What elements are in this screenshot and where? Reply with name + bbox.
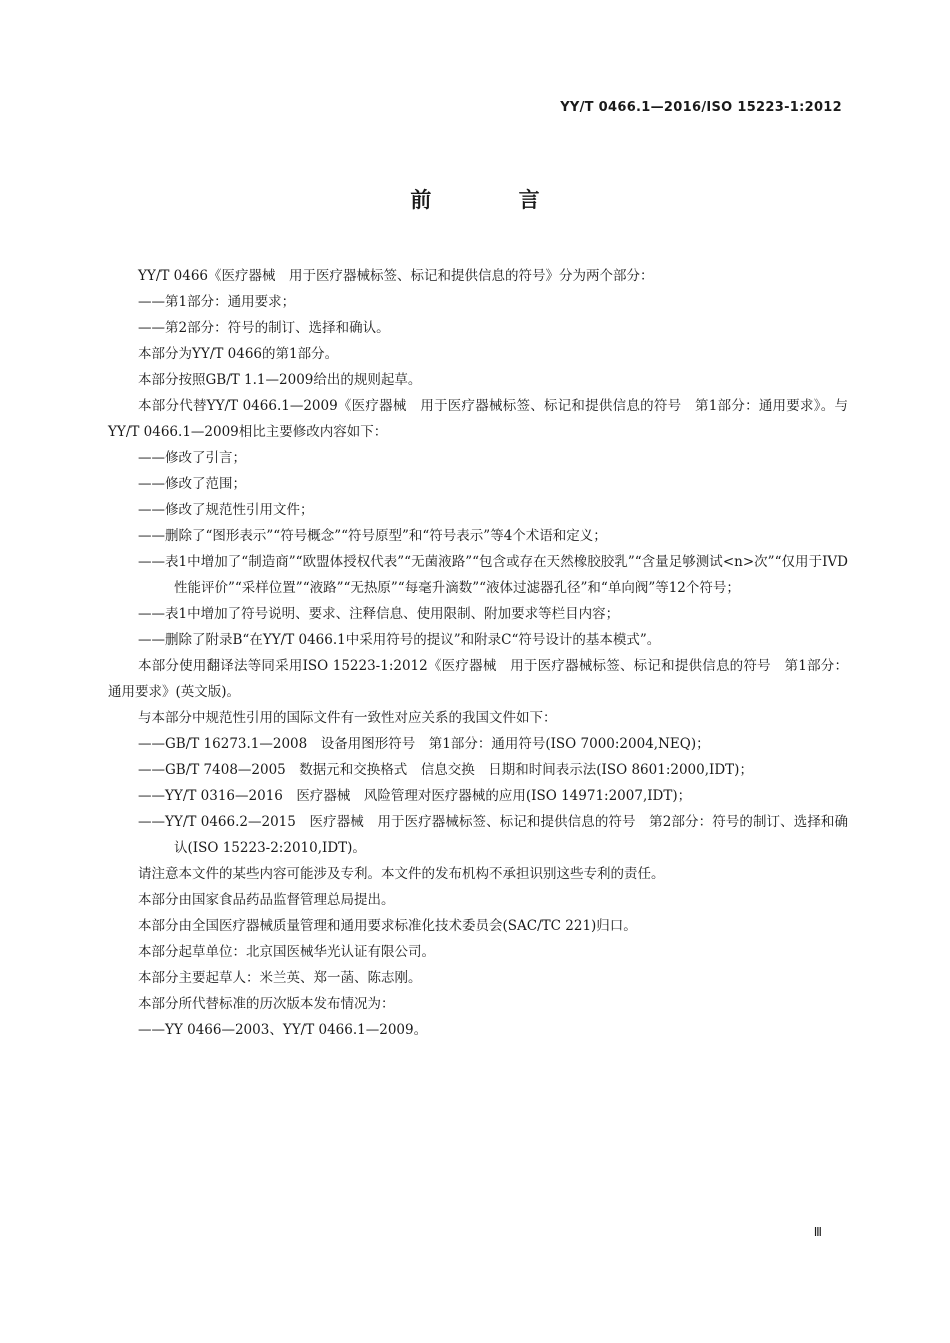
list-item: ——修改了范围； (138, 476, 246, 492)
page-number: Ⅲ (813, 1225, 822, 1239)
paragraph: 本部分由国家食品药品监督管理总局提出。 (138, 892, 395, 908)
list-item: ——表1中增加了符号说明、要求、注释信息、使用限制、附加要求等栏目内容； (138, 606, 620, 622)
paragraph: 本部分使用翻译法等同采用ISO 15223-1:2012《医疗器械 用于医疗器械标签、标记和提供信息的符号 第1部分：通用要求》(英文版)。 (108, 658, 848, 700)
page-title: 前 言 (410, 188, 580, 212)
paragraph: YY/T 0466《医疗器械 用于医疗器械标签、标记和提供信息的符号》分为两个部分： (138, 268, 654, 284)
paragraph: 本部分起草单位：北京国医械华光认证有限公司。 (138, 944, 435, 960)
paragraph: 本部分代替YY/T 0466.1—2009《医疗器械 用于医疗器械标签、标记和提供信息的符号 第1部分：通用要求》。与YY/T 0466.1—2009相比主要修改内容如下： (108, 398, 848, 440)
list-item: ——表1中增加了“制造商”“欧盟体授权代表”“无菌液路”“包含或存在天然橡胶胶乳”“含量足够测试<n>次”“仅用于IVD性能评价”“采样位置”“液路”“无热原”“每毫升滴数”“液体过滤器孔径”和“单向阀”等12个符号； (138, 554, 848, 596)
paragraph: 本部分主要起草人：米兰英、郑一菡、陈志刚。 (138, 970, 422, 986)
paragraph: 本部分按照GB/T 1.1—2009给出的规则起草。 (138, 372, 422, 388)
list-item: ——第2部分：符号的制订、选择和确认。 (138, 320, 390, 336)
list-item: ——删除了“图形表示”“符号概念”“符号原型”和“符号表示”等4个术语和定义； (138, 528, 607, 544)
paragraph: 请注意本文件的某些内容可能涉及专利。本文件的发布机构不承担识别这些专利的责任。 (138, 866, 665, 882)
list-item: ——修改了规范性引用文件； (138, 502, 314, 518)
list-item: ——GB/T 16273.1—2008 设备用图形符号 第1部分：通用符号(ISO 7000:2004,NEQ)； (138, 736, 710, 752)
paragraph: 本部分所代替标准的历次版本发布情况为： (138, 996, 395, 1012)
list-item: ——第1部分：通用要求； (138, 294, 296, 310)
paragraph: 本部分由全国医疗器械质量管理和通用要求标准化技术委员会(SAC/TC 221)归口。 (138, 918, 637, 934)
list-item: ——删除了附录B“在YY/T 0466.1中采用符号的提议”和附录C“符号设计的基本模式”。 (138, 632, 661, 648)
list-item: ——YY/T 0466.2—2015 医疗器械 用于医疗器械标签、标记和提供信息的符号 第2部分：符号的制订、选择和确认(ISO 15223-2:2010,IDT)。 (138, 814, 848, 856)
list-item: ——YY/T 0316—2016 医疗器械 风险管理对医疗器械的应用(ISO 14971:2007,IDT)； (138, 788, 692, 804)
list-item: ——修改了引言； (138, 450, 246, 466)
standard-code-header: YY/T 0466.1—2016/ISO 15223-1:2012 (560, 100, 842, 115)
list-item: ——YY 0466—2003、YY/T 0466.1—2009。 (138, 1022, 428, 1038)
paragraph: 与本部分中规范性引用的国际文件有一致性对应关系的我国文件如下： (138, 710, 557, 726)
list-item: ——GB/T 7408—2005 数据元和交换格式 信息交换 日期和时间表示法(ISO 8601:2000,IDT)； (138, 762, 753, 778)
foreword-body (108, 263, 848, 1043)
paragraph: 本部分为YY/T 0466的第1部分。 (138, 346, 339, 362)
